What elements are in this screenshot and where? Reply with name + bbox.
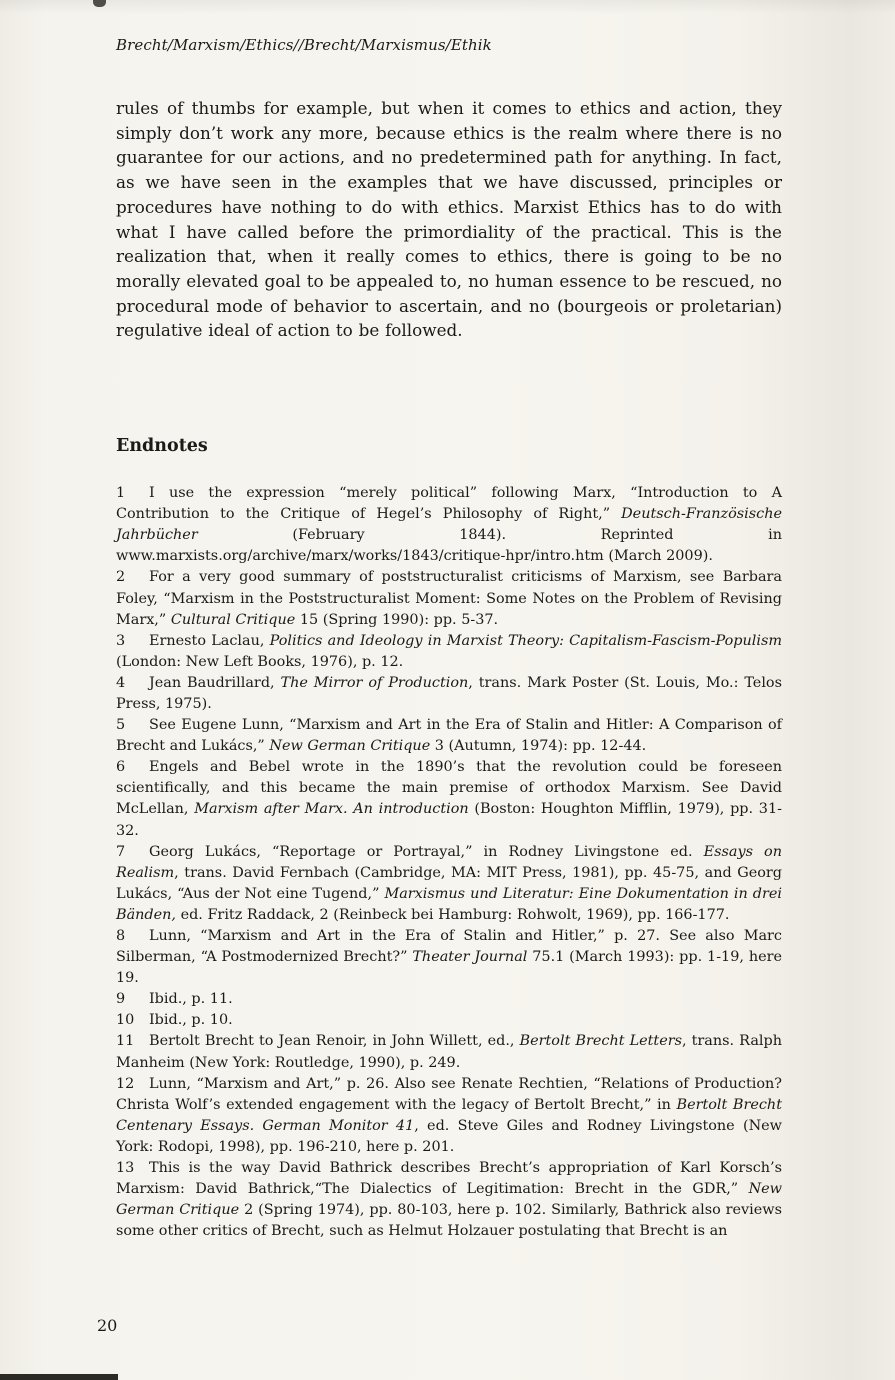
endnote-text: ed. Fritz Raddack, 2 (Reinbeck bei Hamburg: Rohwolt, 1969), pp. 166-177.	[176, 906, 730, 923]
endnote-text: See Eugene Lunn, “Marxism and Art in the Era of Stalin and Hitler: A Comparison of Brecht and Lukács,”	[116, 717, 782, 755]
scan-artifact-bottom	[0, 1374, 118, 1380]
endnote	[116, 1010, 782, 1031]
endnote	[116, 1158, 782, 1242]
endnote	[116, 989, 782, 1010]
endnote-text: , trans. Mark Poster (St. Louis, Mo.: Telos Press, 1975).	[116, 674, 782, 712]
page-content	[116, 96, 782, 1242]
endnote	[116, 1074, 782, 1158]
endnote-text-italic: Deutsch-Französische Jahrbücher	[116, 506, 782, 544]
endnote-text: This is the way David Bathrick describes Brecht’s appropriation of Karl Korsch’s Marxism: David Bathrick,“The Dialectics of Legitimation: Brecht in the GDR,”	[116, 1160, 782, 1198]
endnote-text-italic: Cultural Critique	[170, 611, 296, 628]
endnote-text: , trans. Ralph Manheim (New York: Routledge, 1990), p. 249.	[116, 1033, 782, 1071]
endnote-text: (Boston: Houghton Mifflin, 1979), pp. 31-32.	[116, 801, 782, 839]
page-number: 20	[97, 1316, 118, 1335]
endnote-text-italic: Essays on Realism	[116, 843, 782, 881]
endnote-number: 4	[116, 674, 126, 691]
endnote-number: 8	[116, 928, 126, 944]
endnotes-list	[116, 483, 782, 1242]
running-header: Brecht/Marxism/Ethics//Brecht/Marxismus/Ethik	[116, 36, 492, 54]
endnote	[116, 483, 782, 567]
endnote-text-italic: Bertolt Brecht Letters	[519, 1033, 682, 1050]
endnote-number: 1	[116, 485, 126, 502]
endnote-number: 2	[116, 569, 126, 586]
endnote-text: , ed. Steve Giles and Rodney Livingstone (New York: Rodopi, 1998), pp. 196-210, here p. 201.	[116, 1117, 782, 1155]
endnote	[116, 926, 782, 989]
endnote-text: Jean Baudrillard,	[149, 674, 281, 691]
endnote-number: 7	[116, 843, 126, 860]
endnote-text: Ibid., p. 11.	[149, 991, 233, 1008]
endnote	[116, 1031, 782, 1073]
endnote-text: Ibid., p. 10.	[149, 1012, 233, 1029]
endnote-text: 2 (Spring 1974), pp. 80-103, here p. 102. Similarly, Bathrick also reviews some other critics of Brecht, such as Helmut Holzauer postulating that Brecht is an	[116, 1202, 782, 1240]
endnote-text-italic: Marxism after Marx. An introduction	[194, 801, 469, 818]
endnote-number: 6	[116, 759, 126, 776]
endnote	[116, 673, 782, 715]
endnote	[116, 715, 782, 757]
endnote-text-italic: Marxismus und Literatur: Eine Dokumentation in drei Bänden,	[116, 885, 782, 923]
endnote-text-italic: Politics and Ideology in Marxist Theory: Capitalism-Fascism-Populism	[269, 632, 783, 649]
endnote-text: Lunn, “Marxism and Art,” p. 26. Also see Renate Rechtien, “Relations of Production? Christa Wolf’s extended engagement with the legacy of Bertolt Brecht,” in	[116, 1075, 782, 1113]
endnotes-heading: Endnotes	[116, 436, 208, 457]
endnote-text: (London: New Left Books, 1976), p. 12.	[116, 653, 404, 670]
endnote-text-italic: New German Critique	[116, 1181, 782, 1219]
body-paragraph: rules of thumbs for example, but when it comes to ethics and action, they simply don’t work any more, because ethics is the realm where there is no guarantee for our actions, and no predetermined path for anything. In fact, as we have seen in the examples that we have discussed, principles or procedures have nothing to do with ethics. Marxist Ethics has to do with what I have called before the primordiality of the practical. This is the realization that, when it really comes to ethics, there is going to be no morally elevated goal to be appealed to, no human essence to be rescued, no procedural mode of behavior to ascertain, and no (bourgeois or proletarian) regulative ideal of action to be followed.	[116, 98, 782, 341]
endnote-text: For a very good summary of poststructuralist criticisms of Marxism, see Barbara Foley, “Marxism in the Poststructuralist Moment: Some Notes on the Problem of Revising Marx,”	[116, 569, 782, 628]
endnote-text: I use the expression “merely political” following Marx, “Introduction to A Contribution to the Critique of Hegel’s Philosophy of Right,”	[116, 485, 782, 523]
endnote-text: , trans. David Fernbach (Cambridge, MA: MIT Press, 1981), pp. 45-75, and Georg Lukács, “Aus der Not eine Tugend,”	[116, 864, 782, 902]
endnote	[116, 757, 782, 841]
endnote-text: Bertolt Brecht to Jean Renoir, in John Willett, ed.,	[149, 1033, 520, 1050]
endnote-number: 3	[116, 632, 126, 649]
endnote-text: Georg Lukács, “Reportage or Portrayal,” in Rodney Livingstone ed.	[149, 843, 704, 860]
endnote-text-italic: The Mirror of Production	[280, 674, 469, 691]
scan-artifact-top	[93, 0, 106, 7]
endnote-text: Engels and Bebel wrote in the 1890’s that the revolution could be foreseen scientifically, and this became the main premise of orthodox Marxism. See David McLellan,	[116, 759, 782, 818]
endnote-number: 10	[116, 1012, 135, 1029]
endnote	[116, 631, 782, 673]
endnote-text: 15 (Spring 1990): pp. 5-37.	[295, 611, 499, 628]
endnote-text: 3 (Autumn, 1974): pp. 12-44.	[430, 738, 647, 755]
endnote-text: (February 1844). Reprinted in www.marxists.org/archive/marx/works/1843/critique-hpr/intro.htm (March 2009).	[116, 527, 782, 565]
endnote-number: 11	[116, 1033, 135, 1050]
endnote-text-italic: Bertolt Brecht Centenary Essays. German Monitor 41	[116, 1096, 782, 1134]
endnote-number: 9	[116, 991, 126, 1008]
endnote-number: 13	[116, 1160, 135, 1177]
endnote-number: 5	[116, 717, 126, 734]
endnote-text: 75.1 (March 1993): pp. 1-19, here 19.	[116, 949, 782, 987]
endnote-text-italic: Theater Journal	[412, 949, 528, 966]
endnote-text: Ernesto Laclau,	[149, 632, 270, 649]
endnote	[116, 842, 782, 926]
endnote	[116, 567, 782, 630]
endnote-text-italic: New German Critique	[269, 738, 431, 755]
endnote-number: 12	[116, 1075, 135, 1092]
endnote-text: Lunn, “Marxism and Art in the Era of Stalin and Hitler,” p. 27. See also Marc Silberman, “A Postmodernized Brecht?”	[116, 928, 782, 966]
